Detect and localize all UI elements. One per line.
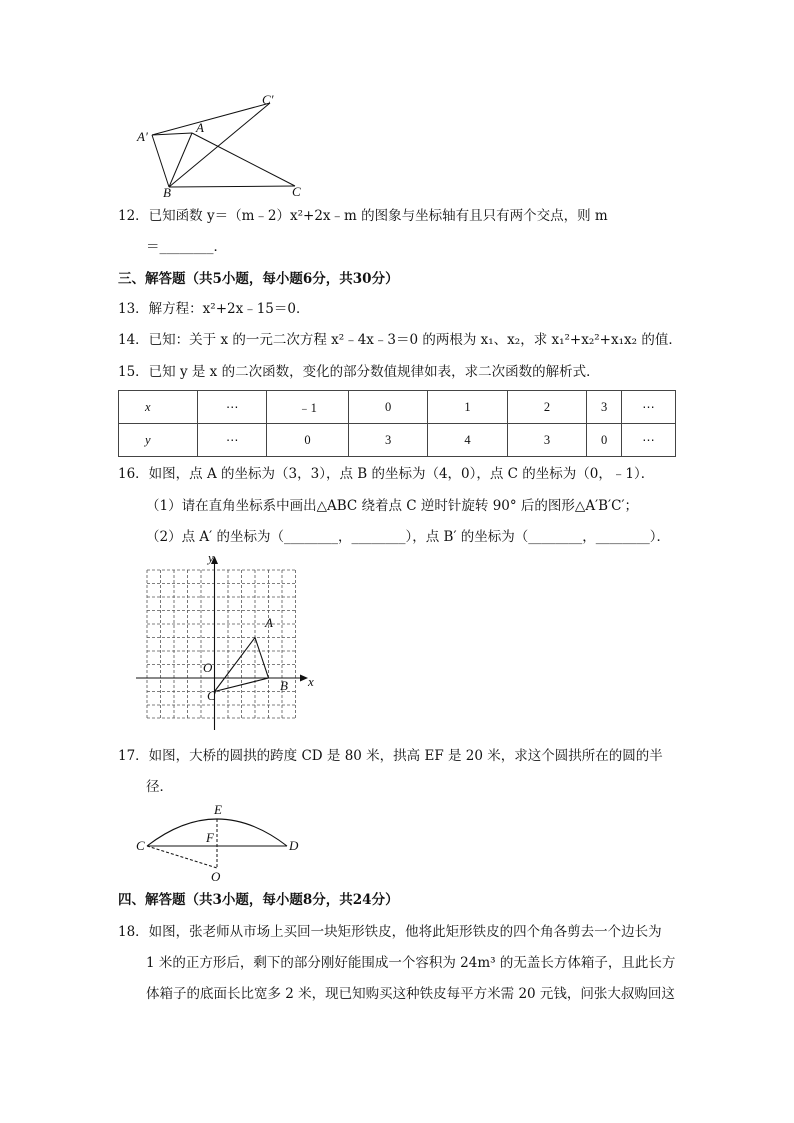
q17-line2: 径． [146,779,173,795]
table-cell: 0 [587,424,622,457]
q12-line1: 12．已知函数 y＝（m﹣2）x²+2x﹣m 的图象与坐标轴有且只有两个交点，则 m [118,208,608,224]
table-row [119,424,676,457]
grid-label-a: A [265,615,273,630]
label-c-prime: C′ [262,92,274,107]
segment-a-b [169,133,192,187]
arch-label-f: F [206,830,214,845]
table-cell: ⋯ [198,424,267,457]
label-a-prime: A′ [137,129,148,144]
segment-b-c [169,186,295,187]
grid-label-o: O [203,660,213,675]
q16-part1: （1）请在直角坐标系中画出△ABC 绕着点 C 逆时针旋转 90° 后的图形△A′B′C′； [146,498,639,514]
section3-title: 三、解答题（共5小题，每小题6分，共30分） [118,271,399,287]
table-cell: 3 [587,391,622,424]
table-cell: 0 [267,424,349,457]
coordinate-grid-figure [132,552,322,732]
q16-part2: （2）点 A′ 的坐标为（________，________），点 B′ 的坐标为（________，________）． [146,529,671,545]
arch-label-c: C [136,838,145,853]
table-cell: 3 [348,424,427,457]
grid-label-b: B [280,678,288,693]
segment-aprime-b [152,135,169,187]
q18-line2: 1 米的正方形后，剩下的部分刚好能围成一个容积为 24m³ 的无盖长方体箱子，且此长方 [146,955,676,971]
arch-label-d: D [289,838,299,853]
table-cell: ⋯ [622,391,676,424]
table-cell: 2 [507,391,586,424]
q15-text: 15．已知 y 是 x 的二次函数，变化的部分数值规律如表，求二次函数的解析式． [118,364,600,380]
q13-text: 13．解方程：x²+2x﹣15＝0． [118,301,310,317]
table-cell: ⋯ [622,424,676,457]
table-cell: 3 [507,424,586,457]
value-table [118,390,676,457]
q14-text: 14．已知：关于 x 的一元二次方程 x²﹣4x﹣3＝0 的两根为 x₁、x₂，求 x₁²+x₂²+x₁x₂ 的值． [118,332,682,348]
section4-title: 四、解答题（共3小题，每小题8分，共24分） [118,892,399,908]
x-axis-arrow [300,675,308,682]
q12-line2: ＝________． [146,239,227,255]
table-cell: 0 [348,391,427,424]
table-cell: y [119,424,198,457]
q18-line3: 体箱子的底面长比宽多 2 米，现已知购买这种铁皮每平方米需 20 元钱，问张大叔购回这 [146,986,675,1002]
label-a: A [196,120,204,135]
arch-bridge-figure [132,800,312,884]
table-cell: ⋯ [198,391,267,424]
table-cell: 4 [428,424,507,457]
table-cell: ﹣1 [267,391,349,424]
grid-label-x: x [308,674,314,689]
grid-label-y: y [208,552,214,565]
arch-label-o: O [211,869,221,884]
label-c: C [292,184,301,199]
q17-line1: 17．如图，大桥的圆拱的跨度 CD 是 80 米，拱高 EF 是 20 米，求这个圆拱所在的圆的半 [118,748,663,764]
segment-aprime-cprime [152,103,270,135]
grid-label-c: C [207,688,216,703]
table-cell: 1 [428,391,507,424]
label-b: B [163,185,171,200]
table-cell: x [119,391,198,424]
segment-co [147,846,217,868]
grid-lines [147,570,296,718]
q16-stem: 16．如图，点 A 的坐标为（3，3），点 B 的坐标为（4，0），点 C 的坐标为（0，﹣1）． [118,466,655,482]
q18-line1: 18．如图，张老师从市场上买回一块矩形铁皮，他将此矩形铁皮的四个角各剪去一个边长为 [118,924,662,940]
arch-label-e: E [214,802,222,817]
table-row [119,391,676,424]
rotation-figure [130,90,310,200]
segment-a-c [192,133,295,186]
segment-b-cprime [169,103,270,187]
